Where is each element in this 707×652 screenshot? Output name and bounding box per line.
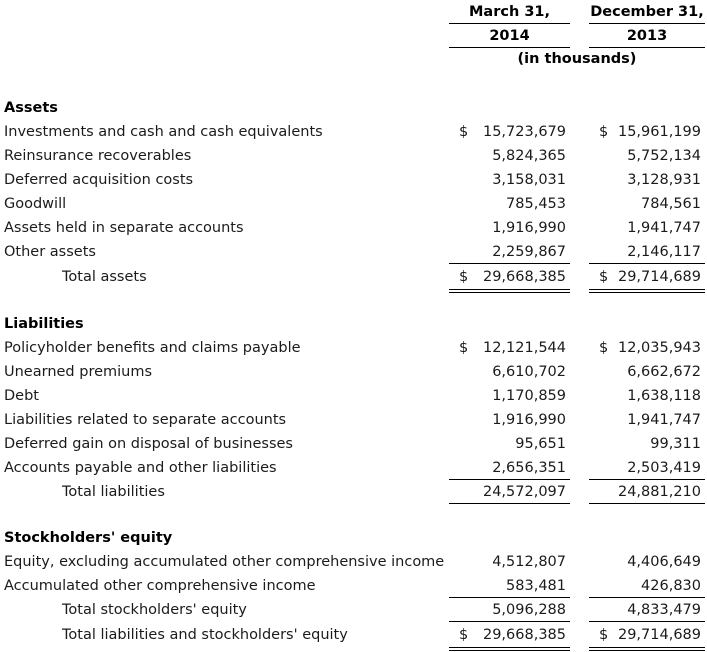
value-march-2014 bbox=[449, 598, 570, 622]
section-title: Stockholders' equity bbox=[4, 530, 173, 546]
value-december-2013 bbox=[589, 550, 705, 574]
table-row bbox=[0, 216, 705, 240]
header-gap bbox=[0, 70, 705, 96]
value-march-2014 bbox=[449, 574, 570, 598]
row-label: Reinsurance recoverables bbox=[4, 148, 192, 164]
value-march-2014 bbox=[449, 480, 570, 504]
amount: 29,668,385 bbox=[482, 626, 566, 643]
value-march-2014 bbox=[449, 432, 570, 456]
row-label: Accounts payable and other liabilities bbox=[4, 460, 277, 476]
value-december-2013 bbox=[589, 216, 705, 240]
row-label: Debt bbox=[4, 388, 39, 404]
column-1-year-header: 2014 bbox=[449, 24, 570, 48]
row-label: Policyholder benefits and claims payable bbox=[4, 340, 301, 356]
table-row bbox=[0, 240, 705, 264]
section-gap bbox=[0, 504, 705, 526]
amount: 784,561 bbox=[641, 196, 701, 212]
table-row bbox=[0, 408, 705, 432]
value-march-2014 bbox=[449, 408, 570, 432]
value-december-2013 bbox=[589, 168, 705, 192]
amount: 99,311 bbox=[650, 436, 701, 452]
dollar-sign: $ bbox=[599, 268, 609, 285]
amount: 2,259,867 bbox=[492, 243, 566, 260]
value-march-2014 bbox=[449, 622, 570, 648]
amount: 15,723,679 bbox=[482, 124, 566, 140]
value-december-2013 bbox=[589, 408, 705, 432]
amount: 1,916,990 bbox=[492, 220, 566, 236]
section-gap bbox=[0, 290, 705, 312]
amount: 15,961,199 bbox=[617, 124, 701, 140]
amount: 1,170,859 bbox=[492, 388, 566, 404]
amount: 2,656,351 bbox=[492, 459, 566, 476]
dollar-sign: $ bbox=[599, 626, 609, 643]
amount: 583,481 bbox=[506, 577, 566, 594]
amount: 5,824,365 bbox=[492, 148, 566, 164]
row-label: Equity, excluding accumulated other comprehensive income bbox=[4, 554, 445, 570]
row-label: Investments and cash and cash equivalents bbox=[4, 124, 323, 140]
amount: 4,406,649 bbox=[627, 554, 701, 570]
row-label: Deferred acquisition costs bbox=[4, 172, 194, 188]
table-row bbox=[0, 574, 705, 598]
units-note: (in thousands) bbox=[517, 51, 637, 67]
value-december-2013 bbox=[589, 120, 705, 144]
table-row bbox=[0, 336, 705, 360]
section-title-row bbox=[0, 96, 705, 120]
row-label: Total stockholders' equity bbox=[62, 602, 247, 618]
value-december-2013 bbox=[589, 456, 705, 480]
table-row bbox=[0, 120, 705, 144]
row-label: Total assets bbox=[62, 269, 147, 285]
value-december-2013 bbox=[589, 598, 705, 622]
amount: 1,941,747 bbox=[627, 220, 701, 236]
row-label: Total liabilities and stockholders' equity bbox=[62, 627, 348, 643]
value-march-2014 bbox=[449, 192, 570, 216]
column-header-dates bbox=[0, 0, 705, 24]
value-march-2014 bbox=[449, 336, 570, 360]
amount: 426,830 bbox=[641, 577, 701, 594]
amount: 6,610,702 bbox=[492, 364, 566, 380]
statement-body bbox=[0, 96, 705, 648]
value-march-2014 bbox=[449, 384, 570, 408]
table-row bbox=[0, 432, 705, 456]
column-1-date-header: March 31, bbox=[449, 0, 570, 24]
amount: 785,453 bbox=[506, 196, 566, 212]
row-label: Total liabilities bbox=[62, 484, 165, 500]
table-row bbox=[0, 480, 705, 504]
value-december-2013 bbox=[589, 144, 705, 168]
amount: 4,512,807 bbox=[492, 554, 566, 570]
value-december-2013 bbox=[589, 192, 705, 216]
value-december-2013 bbox=[589, 264, 705, 290]
amount: 24,572,097 bbox=[482, 483, 566, 500]
row-label: Assets held in separate accounts bbox=[4, 220, 244, 236]
amount: 5,096,288 bbox=[492, 601, 566, 618]
value-march-2014 bbox=[449, 168, 570, 192]
amount: 1,638,118 bbox=[627, 388, 701, 404]
value-march-2014 bbox=[449, 216, 570, 240]
value-december-2013 bbox=[589, 432, 705, 456]
dollar-sign: $ bbox=[599, 340, 609, 356]
table-row bbox=[0, 622, 705, 648]
row-label: Other assets bbox=[4, 244, 96, 260]
amount: 24,881,210 bbox=[617, 483, 701, 500]
row-label: Accumulated other comprehensive income bbox=[4, 578, 316, 594]
units-note-row bbox=[0, 48, 705, 70]
amount: 3,128,931 bbox=[627, 172, 701, 188]
section-title-row bbox=[0, 312, 705, 336]
column-2-year-header: 2013 bbox=[589, 24, 705, 48]
value-march-2014 bbox=[449, 240, 570, 264]
dollar-sign: $ bbox=[459, 626, 469, 643]
dollar-sign: $ bbox=[459, 124, 469, 140]
value-march-2014 bbox=[449, 550, 570, 574]
row-label: Unearned premiums bbox=[4, 364, 153, 380]
amount: 4,833,479 bbox=[627, 601, 701, 618]
dollar-sign: $ bbox=[459, 268, 469, 285]
amount: 95,651 bbox=[515, 436, 566, 452]
amount: 29,668,385 bbox=[482, 268, 566, 285]
value-march-2014 bbox=[449, 120, 570, 144]
table-row bbox=[0, 168, 705, 192]
amount: 5,752,134 bbox=[627, 148, 701, 164]
amount: 1,941,747 bbox=[627, 412, 701, 428]
row-label: Deferred gain on disposal of businesses bbox=[4, 436, 293, 452]
table-row bbox=[0, 360, 705, 384]
value-december-2013 bbox=[589, 622, 705, 648]
amount: 1,916,990 bbox=[492, 412, 566, 428]
section-title: Assets bbox=[4, 100, 58, 116]
amount: 3,158,031 bbox=[492, 172, 566, 188]
amount: 2,146,117 bbox=[627, 243, 701, 260]
value-december-2013 bbox=[589, 574, 705, 598]
dollar-sign: $ bbox=[459, 340, 469, 356]
value-december-2013 bbox=[589, 480, 705, 504]
section-title: Liabilities bbox=[4, 316, 84, 332]
amount: 2,503,419 bbox=[627, 459, 701, 476]
value-march-2014 bbox=[449, 456, 570, 480]
value-december-2013 bbox=[589, 336, 705, 360]
amount: 29,714,689 bbox=[617, 626, 701, 643]
value-march-2014 bbox=[449, 360, 570, 384]
value-december-2013 bbox=[589, 360, 705, 384]
table-row bbox=[0, 384, 705, 408]
row-label: Goodwill bbox=[4, 196, 67, 212]
value-march-2014 bbox=[449, 144, 570, 168]
value-december-2013 bbox=[589, 384, 705, 408]
dollar-sign: $ bbox=[599, 124, 609, 140]
value-december-2013 bbox=[589, 240, 705, 264]
row-label: Liabilities related to separate accounts bbox=[4, 412, 287, 428]
table-row bbox=[0, 550, 705, 574]
section-title-row bbox=[0, 526, 705, 550]
table-row bbox=[0, 264, 705, 290]
amount: 29,714,689 bbox=[617, 268, 701, 285]
amount: 12,035,943 bbox=[617, 340, 701, 356]
column-header-years bbox=[0, 24, 705, 48]
table-row bbox=[0, 144, 705, 168]
table-row bbox=[0, 456, 705, 480]
table-row bbox=[0, 598, 705, 622]
amount: 12,121,544 bbox=[482, 340, 566, 356]
value-march-2014 bbox=[449, 264, 570, 290]
column-2-date-header: December 31, bbox=[589, 0, 705, 24]
table-row bbox=[0, 192, 705, 216]
amount: 6,662,672 bbox=[627, 364, 701, 380]
